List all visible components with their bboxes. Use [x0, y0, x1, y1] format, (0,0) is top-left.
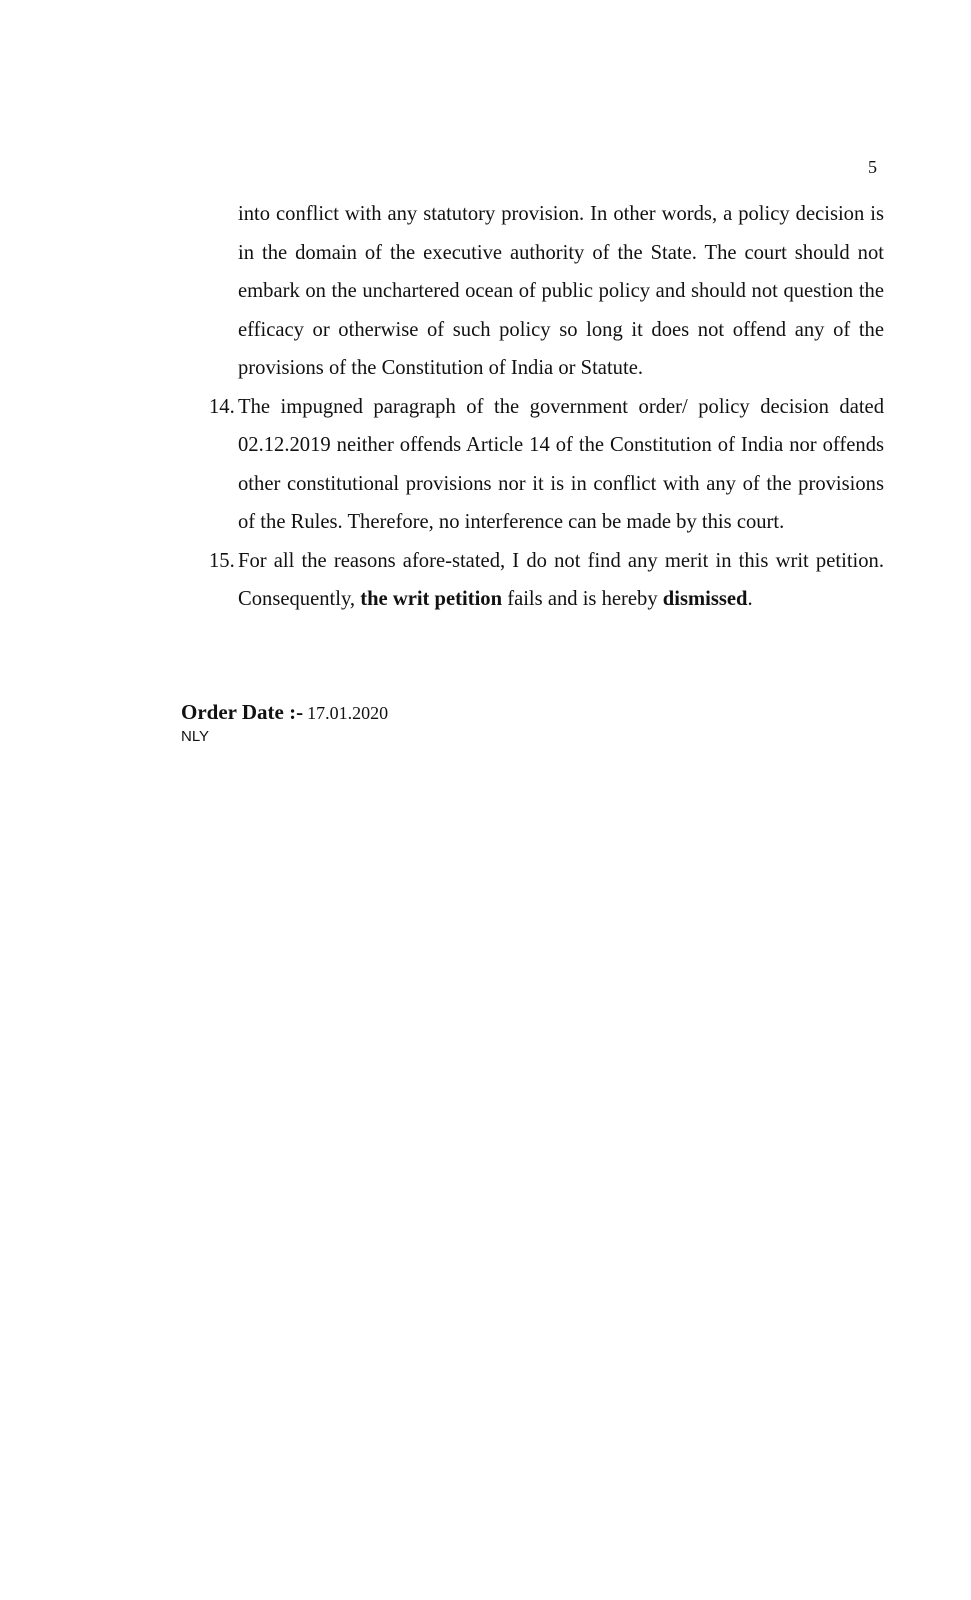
paragraph-text: The impugned paragraph of the government order/ policy decision dated 02.12.2019 neither offends Article 14 of the Constitution of India nor offends other constitutional provisions nor it is in conflict with any of the provisions of the Rules. Therefore, no interference can be made by this court. — [238, 395, 884, 533]
stenographer-initials: NLY — [181, 728, 210, 745]
paragraph-number: 15. — [209, 549, 235, 572]
paragraph-text-end: . — [747, 588, 753, 610]
bold-word-dismissed: dismissed — [662, 588, 748, 610]
continuation-paragraph: into conflict with any statutory provision. In other words, a policy decision is in the domain of the executive authority of the State. The court should not embark on the unchartered ocean of public policy and should not question the efficacy or otherwise of such policy so long it does not offend any of the provisions of the Constitution of India or Statute. — [238, 203, 884, 379]
paragraph-15 — [209, 542, 884, 619]
order-date-label: Order Date :- — [181, 700, 304, 724]
order-date-value: 17.01.2020 — [307, 703, 389, 723]
paragraph-text-middle: fails and is hereby — [502, 588, 663, 610]
page-number: 5 — [868, 157, 877, 177]
paragraph-14 — [209, 388, 884, 542]
order-date-line — [181, 701, 388, 726]
bold-phrase-writ-petition: the writ petition — [360, 588, 503, 610]
judgment-body — [209, 195, 884, 619]
paragraph-number: 14. — [209, 395, 235, 418]
paragraph-text: For all the reasons afore-stated, I do not find any merit in this writ petition. Consequently, — [238, 549, 884, 610]
